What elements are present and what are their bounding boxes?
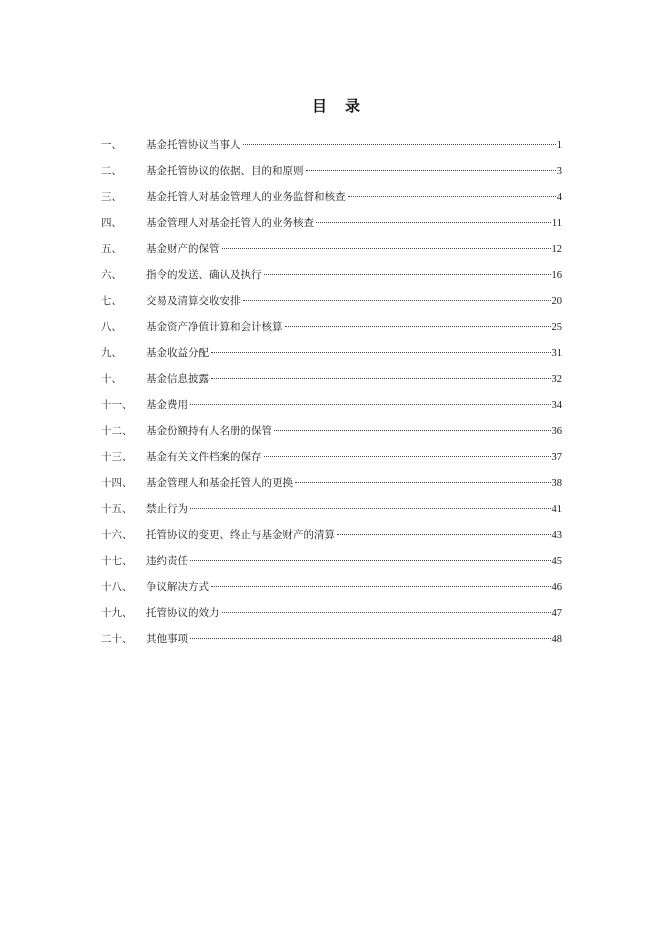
toc-entry-number: 一、	[101, 139, 122, 151]
toc-entry[interactable]	[101, 214, 562, 240]
dot-leader	[190, 638, 551, 639]
toc-entry[interactable]	[101, 474, 562, 500]
toc-entry-title: 基金有关文件档案的保存	[146, 451, 262, 463]
dot-leader	[285, 326, 551, 327]
toc-entry-title: 基金托管协议当事人	[146, 139, 241, 151]
toc-entry-page: 48	[551, 634, 562, 645]
toc-entry-number: 十七、	[101, 555, 133, 567]
dot-leader	[243, 300, 551, 301]
toc-entry[interactable]	[101, 578, 562, 604]
toc-entry-page: 45	[551, 556, 562, 567]
toc-entry[interactable]	[101, 318, 562, 344]
toc-entry-page: 20	[551, 296, 562, 307]
toc-entry-number: 十二、	[101, 425, 133, 437]
dot-leader	[222, 612, 551, 613]
toc-entry-number: 十八、	[101, 581, 133, 593]
toc-entry[interactable]	[101, 136, 562, 162]
toc-entry-title: 基金财产的保管	[146, 243, 220, 255]
toc-entry-number: 十一、	[101, 399, 133, 411]
toc-entry-page: 32	[551, 374, 562, 385]
dot-leader	[274, 430, 551, 431]
toc-entry-page: 46	[551, 582, 562, 593]
toc-entry[interactable]	[101, 396, 562, 422]
toc-entry-number: 十四、	[101, 477, 133, 489]
dot-leader	[190, 560, 551, 561]
toc-entry-number: 四、	[101, 217, 122, 229]
toc-entry-page: 43	[551, 530, 562, 541]
toc-entry-title: 基金资产净值计算和会计核算	[146, 321, 283, 333]
toc-entry[interactable]	[101, 630, 562, 656]
toc-entry-number: 十、	[101, 373, 122, 385]
dot-leader	[243, 144, 556, 145]
toc-entry-title: 指令的发送、确认及执行	[146, 269, 262, 281]
dot-leader	[316, 222, 551, 223]
dot-leader	[211, 586, 551, 587]
toc-entry-number: 十六、	[101, 529, 133, 541]
toc-entry-title: 交易及清算交收安排	[146, 295, 241, 307]
toc-entry-page: 41	[551, 504, 562, 515]
toc-entry-title: 违约责任	[146, 555, 188, 567]
toc-entry-page: 37	[551, 452, 562, 463]
toc-entry-number: 七、	[101, 295, 122, 307]
dot-leader	[264, 456, 551, 457]
page-title: 目录	[311, 97, 378, 115]
toc-entry-page: 38	[551, 478, 562, 489]
toc-entry-title: 其他事项	[146, 633, 188, 645]
toc-entry[interactable]	[101, 422, 562, 448]
dot-leader	[190, 508, 551, 509]
dot-leader	[211, 352, 551, 353]
table-of-contents	[101, 136, 562, 656]
toc-entry-number: 五、	[101, 243, 122, 255]
toc-entry-number: 十五、	[101, 503, 133, 515]
toc-entry-title: 基金费用	[146, 399, 188, 411]
dot-leader	[295, 482, 551, 483]
toc-entry-title: 基金管理人对基金托管人的业务核查	[146, 217, 314, 229]
toc-entry-title: 基金份额持有人名册的保管	[146, 425, 272, 437]
toc-entry-title: 争议解决方式	[146, 581, 209, 593]
toc-entry[interactable]	[101, 604, 562, 630]
toc-entry[interactable]	[101, 162, 562, 188]
toc-entry-page: 36	[551, 426, 562, 437]
toc-entry[interactable]	[101, 344, 562, 370]
dot-leader	[348, 196, 556, 197]
toc-entry-number: 十九、	[101, 607, 133, 619]
toc-entry-number: 二、	[101, 165, 122, 177]
toc-entry-page: 12	[551, 244, 562, 255]
toc-entry[interactable]	[101, 292, 562, 318]
dot-leader	[264, 274, 551, 275]
toc-entry-title: 基金托管人对基金管理人的业务监督和核查	[146, 191, 346, 203]
toc-entry-title: 基金信息披露	[146, 373, 209, 385]
dot-leader	[211, 378, 551, 379]
toc-entry[interactable]	[101, 448, 562, 474]
toc-entry[interactable]	[101, 188, 562, 214]
toc-entry-title: 禁止行为	[146, 503, 188, 515]
toc-entry[interactable]	[101, 552, 562, 578]
toc-entry-title: 基金托管协议的依据、目的和原则	[146, 165, 304, 177]
toc-entry-page: 1	[556, 140, 562, 151]
toc-entry-number: 九、	[101, 347, 122, 359]
toc-entry[interactable]	[101, 526, 562, 552]
toc-entry-title: 基金管理人和基金托管人的更换	[146, 477, 293, 489]
toc-entry-page: 47	[551, 608, 562, 619]
toc-entry-title: 托管协议的变更、终止与基金财产的清算	[146, 529, 335, 541]
dot-leader	[337, 534, 551, 535]
toc-entry-page: 34	[551, 400, 562, 411]
toc-entry-page: 31	[551, 348, 562, 359]
toc-entry[interactable]	[101, 266, 562, 292]
toc-entry-number: 三、	[101, 191, 122, 203]
dot-leader	[306, 170, 556, 171]
toc-entry-title: 基金收益分配	[146, 347, 209, 359]
toc-entry-page: 3	[556, 166, 562, 177]
toc-entry-page: 16	[551, 270, 562, 281]
dot-leader	[222, 248, 551, 249]
toc-entry-number: 十三、	[101, 451, 133, 463]
toc-entry-page: 4	[556, 192, 562, 203]
toc-entry-page: 25	[551, 322, 562, 333]
toc-entry-number: 二十、	[101, 633, 133, 645]
dot-leader	[190, 404, 551, 405]
toc-entry-number: 八、	[101, 321, 122, 333]
toc-entry[interactable]	[101, 240, 562, 266]
toc-entry-title: 托管协议的效力	[146, 607, 220, 619]
toc-entry[interactable]	[101, 500, 562, 526]
toc-entry-page: 11	[551, 218, 562, 229]
toc-entry[interactable]	[101, 370, 562, 396]
toc-entry-number: 六、	[101, 269, 122, 281]
